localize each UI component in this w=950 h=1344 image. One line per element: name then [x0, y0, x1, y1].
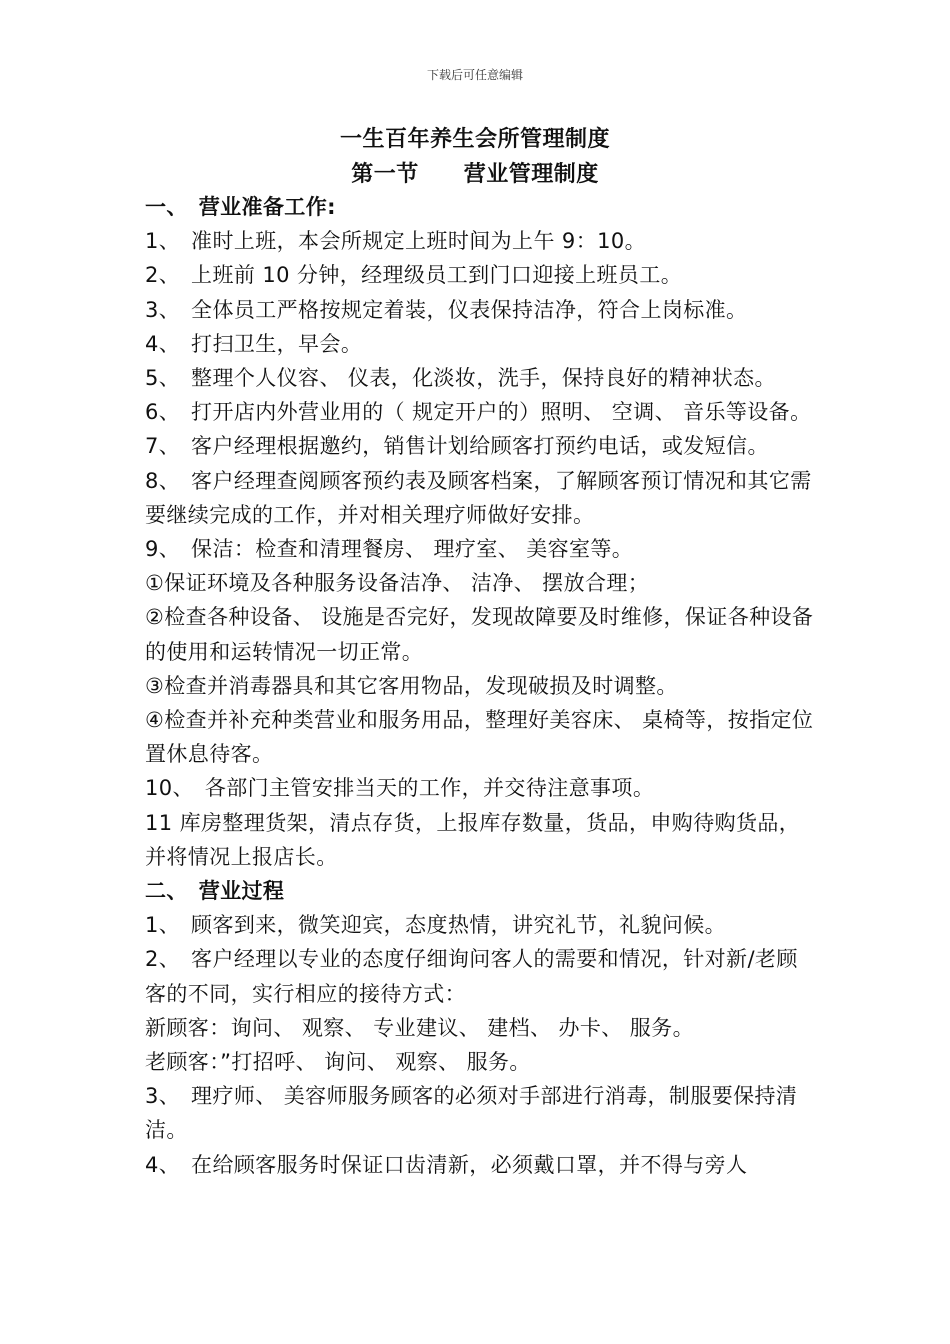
paragraph: 1、 准时上班，本会所规定上班时间为上午 9：10。	[145, 229, 647, 254]
paragraph: 2、 客户经理以专业的态度仔细询问客人的需要和情况，针对新/老顾客的不同，实行相应的接待方式：	[145, 947, 798, 1006]
document-body	[145, 190, 815, 1182]
paragraph: 新顾客：询问、 观察、 专业建议、 建档、 办卡、 服务。	[145, 1015, 694, 1040]
paragraph: ④检查并补充种类营业和服务用品，整理好美容床、 桌椅等，按指定位置休息待客。	[145, 708, 814, 767]
paragraph: 4、 打扫卫生，早会。	[145, 331, 363, 356]
section-business-process	[145, 874, 815, 1182]
paragraph: 5、 整理个人仪容、 仪表，化淡妆，洗手，保持良好的精神状态。	[145, 366, 776, 391]
paragraph: ①保证环境及各种服务设备洁净、 洁净、 摆放合理；	[145, 571, 650, 596]
paragraph: 1、 顾客到来，微笑迎宾，态度热情，讲究礼节，礼貌问候。	[145, 913, 727, 938]
paragraph: 老顾客：”打招呼、 询问、 观察、 服务。	[145, 1050, 531, 1075]
paragraph: ②检查各种设备、 设施是否完好，发现故障要及时维修，保证各种设备的使用和运转情况一切正常。	[145, 605, 814, 664]
paragraph: 9、 保洁：检查和清理餐房、 理疗室、 美容室等。	[145, 537, 634, 562]
paragraph: ③检查并消毒器具和其它客用物品，发现破损及时调整。	[145, 673, 678, 698]
section-preparation	[145, 190, 815, 874]
paragraph: 8、 客户经理查阅顾客预约表及顾客档案，了解顾客预订情况和其它需要继续完成的工作，并对相关理疗师做好安排。	[145, 468, 812, 527]
document-title: 一生百年养生会所管理制度	[339, 127, 610, 152]
paragraph: 4、 在给顾客服务时保证口齿清新，必须戴口罩，并不得与旁人	[145, 1152, 748, 1177]
paragraph: 2、 上班前 10 分钟，经理级员工到门口迎接上班员工。	[145, 263, 683, 288]
section-heading: 一、 营业准备工作:	[145, 195, 336, 219]
section-heading: 二、 营业过程	[145, 879, 285, 904]
paragraph: 3、 全体员工严格按规定着装，仪表保持洁净，符合上岗标准。	[145, 297, 748, 322]
paragraph: 11 库房整理货架，清点存货，上报库存数量，货品，申购待购货品，并将情况上报店长。	[145, 810, 801, 869]
paragraph: 7、 客户经理根据邀约，销售计划给顾客打预约电话，或发短信。	[145, 434, 769, 459]
section-title: 第一节 营业管理制度	[351, 162, 599, 187]
paragraph: 6、 打开店内外营业用的（ 规定开户的）照明、 空调、 音乐等设备。	[145, 400, 812, 425]
page-header-note: 下载后可任意编辑	[426, 68, 523, 82]
paragraph: 10、 各部门主管安排当天的工作，并交待注意事项。	[145, 776, 655, 801]
paragraph: 3、 理疗师、 美容师服务顾客的必须对手部进行消毒，制服要保持清洁。	[145, 1084, 798, 1143]
